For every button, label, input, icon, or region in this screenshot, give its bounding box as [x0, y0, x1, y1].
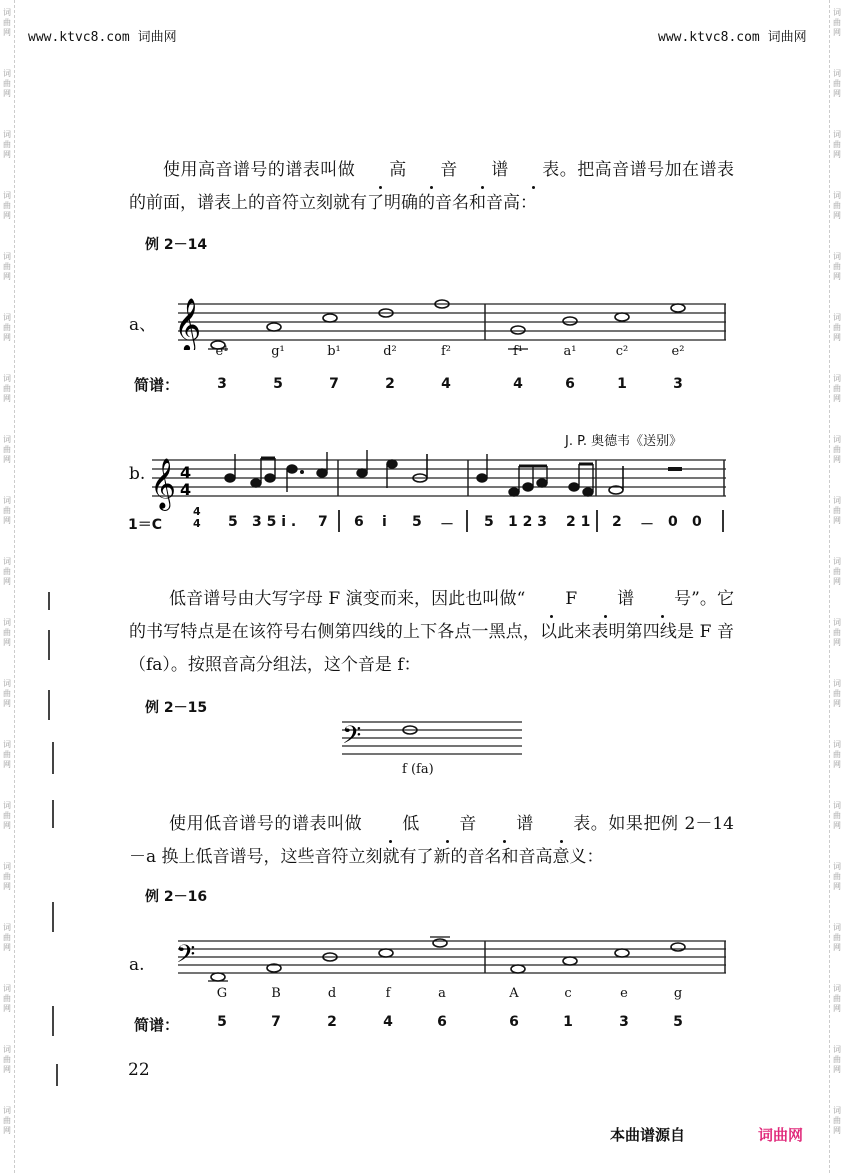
bar-line: [338, 510, 340, 532]
jianpu-digit: 2: [327, 1014, 337, 1030]
note-name: A: [509, 986, 519, 1001]
page-number: 22: [128, 1060, 150, 1080]
jianpu-digit: 7: [329, 376, 339, 392]
note-name: e²: [671, 344, 685, 359]
margin-watermark-glyph: 词 曲 网: [3, 374, 11, 403]
margin-watermark-glyph: 词 曲 网: [833, 191, 841, 220]
jianpu-digit: 6: [437, 1014, 447, 1030]
scan-mark: [48, 592, 50, 610]
jianpu-label-a: 简谱：: [134, 376, 180, 394]
jianpu-token: －: [640, 517, 654, 533]
jianpu-digit: 5: [673, 1014, 683, 1030]
margin-watermark-glyph: 词 曲 网: [3, 862, 11, 891]
margin-watermark-glyph: 词 曲 网: [3, 984, 11, 1013]
jianpu-digit: 6: [565, 376, 575, 392]
treble-clef-icon: 𝄞: [174, 297, 202, 350]
note-name: b¹: [327, 344, 341, 359]
paragraph-treble-staff: [129, 154, 734, 220]
treble-staff-a: [170, 290, 730, 350]
jianpu-token: 5: [412, 514, 422, 530]
margin-watermark-glyph: 词 曲 网: [3, 496, 11, 525]
emph-char: 表: [533, 808, 590, 841]
time-sig-bottom: 4: [180, 480, 192, 499]
jianpu-time-bottom: 4: [193, 517, 201, 530]
paragraph-bass-staff: [129, 808, 734, 874]
jianpu-label-2-16: 简谱：: [134, 1016, 180, 1034]
margin-watermark-glyph: 词 曲 网: [833, 252, 841, 281]
margin-watermark-glyph: 词 曲 网: [3, 1106, 11, 1135]
margin-watermark-glyph: 词 曲 网: [833, 313, 841, 342]
margin-watermark-glyph: 词 曲 网: [833, 69, 841, 98]
jianpu-token: 1 2 3: [508, 514, 547, 530]
note-name: d²: [383, 344, 397, 359]
bass-staff-2-15: [340, 718, 525, 760]
emph-char: 音: [419, 808, 476, 841]
emph-char: 高: [355, 154, 406, 187]
emph-char: 谱: [476, 808, 533, 841]
margin-watermark-glyph: 词 曲 网: [3, 130, 11, 159]
scan-mark: [52, 902, 54, 932]
note-name: B: [271, 986, 281, 1001]
para1-text-before: 使用高音谱号的谱表叫做: [163, 160, 356, 180]
emph-char: 谱: [457, 154, 508, 187]
time-sig-top: 4: [180, 463, 192, 482]
scan-mark: [52, 1006, 54, 1036]
margin-watermark-glyph: 词 曲 网: [833, 984, 841, 1013]
paragraph-bass-clef: [129, 583, 734, 682]
note-name: f¹: [512, 344, 524, 359]
bass-staff-2-16: [170, 935, 730, 985]
jianpu-token: 3 5 i .: [252, 514, 297, 530]
note-name: a¹: [563, 344, 577, 359]
margin-watermark-glyph: 词 曲 网: [833, 740, 841, 769]
header-url-right[interactable]: www.ktvc8.com 词曲网: [658, 30, 807, 45]
header-url-left[interactable]: www.ktvc8.com 词曲网: [28, 30, 177, 45]
margin-watermark-glyph: 词 曲 网: [833, 435, 841, 464]
margin-watermark-glyph: 词 曲 网: [833, 1045, 841, 1074]
jianpu-token: 0: [692, 514, 702, 530]
scan-mark: [48, 630, 50, 660]
note-name: c²: [615, 344, 629, 359]
example-title-2-15: 例 2－15: [145, 700, 208, 716]
example-title-2-16: 例 2－16: [145, 889, 208, 905]
example-2-16-label: a.: [129, 955, 145, 975]
margin-watermark-glyph: 词 曲 网: [833, 374, 841, 403]
scan-mark: [56, 1064, 58, 1086]
margin-watermark-glyph: 词 曲 网: [833, 1106, 841, 1135]
jianpu-token: －: [440, 517, 454, 533]
margin-watermark-glyph: 词 曲 网: [3, 313, 11, 342]
scan-mark: [52, 800, 54, 828]
treble-clef-icon: 𝄞: [150, 458, 177, 509]
scan-mark: [48, 690, 50, 720]
jianpu-digit: 4: [513, 376, 523, 392]
scan-mark: [52, 742, 54, 774]
bar-line: [722, 510, 724, 532]
footer-source-text: 本曲谱源自: [610, 1126, 686, 1144]
bass-clef-icon: 𝄢: [176, 940, 196, 975]
jianpu-time-top: 4: [193, 505, 201, 518]
margin-watermark-glyph: 词 曲 网: [833, 923, 841, 952]
margin-watermark-glyph: 词 曲 网: [833, 679, 841, 708]
para3-text-before: 使用低音谱号的谱表叫做: [169, 814, 363, 834]
treble-staff-b: [150, 446, 730, 516]
bar-line: [596, 510, 598, 532]
jianpu-digit: 3: [619, 1014, 629, 1030]
margin-watermark-glyph: 词 曲 网: [3, 1045, 11, 1074]
jianpu-digit: 1: [563, 1014, 573, 1030]
note-name: f: [385, 986, 391, 1001]
jianpu-digit: 4: [441, 376, 451, 392]
emph-char: 音: [406, 154, 457, 187]
jianpu-digit: 3: [673, 376, 683, 392]
margin-watermark-glyph: 词 曲 网: [833, 8, 841, 37]
footer-brand-link[interactable]: 词曲网: [758, 1126, 804, 1144]
para2-text-a: 低音谱号由大写字母 F 演变而来，因此也叫做“: [169, 589, 526, 609]
note-name: e¹: [215, 344, 229, 359]
example-title-2-14: 例 2－14: [145, 237, 208, 253]
margin-watermark-glyph: 词 曲 网: [3, 618, 11, 647]
jianpu-digit: 5: [273, 376, 283, 392]
emph-char: 低: [362, 808, 419, 841]
jianpu-digit: 2: [385, 376, 395, 392]
jianpu-token: i: [382, 514, 387, 530]
emph-char: F: [525, 583, 577, 616]
jianpu-token: 0: [668, 514, 678, 530]
jianpu-time-signature: [193, 506, 201, 530]
jianpu-token: 2 1: [566, 514, 591, 530]
margin-watermark-glyph: 词 曲 网: [3, 8, 11, 37]
margin-watermark-glyph: 词 曲 网: [3, 191, 11, 220]
jianpu-digit: 6: [509, 1014, 519, 1030]
note-name: g¹: [271, 344, 285, 359]
jianpu-token: 5: [228, 514, 238, 530]
margin-watermark-glyph: 词 曲 网: [3, 679, 11, 708]
jianpu-digit: 5: [217, 1014, 227, 1030]
margin-watermark-glyph: 词 曲 网: [833, 130, 841, 159]
margin-watermark-glyph: 词 曲 网: [833, 862, 841, 891]
emph-char: 谱: [577, 583, 634, 616]
bar-line: [466, 510, 468, 532]
note-name: d: [327, 986, 337, 1001]
jianpu-token: 7: [318, 514, 328, 530]
note-name: g: [673, 986, 683, 1001]
emph-char: 表: [508, 154, 559, 187]
example-2-15-caption: f (fa): [402, 762, 434, 777]
margin-watermark-glyph: 词 曲 网: [3, 740, 11, 769]
note-name: a: [438, 986, 446, 1001]
emph-char: 号: [634, 583, 691, 616]
margin-watermark-glyph: 词 曲 网: [3, 252, 11, 281]
para3-text-after: 。如果把例 2－14－a 换上低音谱号，这些音符立刻就有了新的音名和音高意义：: [129, 814, 734, 867]
song-credit: J. P. 奥德韦《送别》: [565, 434, 683, 449]
margin-watermark-glyph: 词 曲 网: [833, 496, 841, 525]
note-name: G: [216, 986, 228, 1001]
margin-watermark-glyph: 词 曲 网: [3, 557, 11, 586]
example-b-label: b.: [129, 464, 146, 484]
margin-watermark-glyph: 词 曲 网: [3, 801, 11, 830]
note-name: c: [564, 986, 572, 1001]
jianpu-digit: 7: [271, 1014, 281, 1030]
jianpu-token: 2: [612, 514, 622, 530]
jianpu-digit: 3: [217, 376, 227, 392]
margin-watermark-glyph: 词 曲 网: [833, 801, 841, 830]
note-name: f²: [440, 344, 452, 359]
note-name: e: [620, 986, 628, 1001]
key-signature-text: 1＝C: [128, 517, 163, 533]
jianpu-token: 5: [484, 514, 494, 530]
margin-watermark-glyph: 词 曲 网: [833, 618, 841, 647]
example-a-label: a、: [129, 315, 157, 335]
margin-watermark-glyph: 词 曲 网: [3, 923, 11, 952]
para1-text-after: 。把高音谱号加在谱表的前面，谱表上的音符立刻就有了明确的音名和音高：: [129, 160, 735, 213]
para2-text-b: ”。它的书写特点是在该符号右侧第四线的上下各点一黑点，以此来表明第四线是 F 音（fa）。按照音高分组法，这个音是 f：: [129, 589, 734, 675]
margin-watermark-glyph: 词 曲 网: [833, 557, 841, 586]
margin-watermark-glyph: 词 曲 网: [3, 69, 11, 98]
jianpu-digit: 1: [617, 376, 627, 392]
bass-clef-icon: 𝄢: [342, 721, 362, 756]
jianpu-token: 6: [354, 514, 364, 530]
jianpu-digit: 4: [383, 1014, 393, 1030]
margin-watermark-glyph: 词 曲 网: [3, 435, 11, 464]
